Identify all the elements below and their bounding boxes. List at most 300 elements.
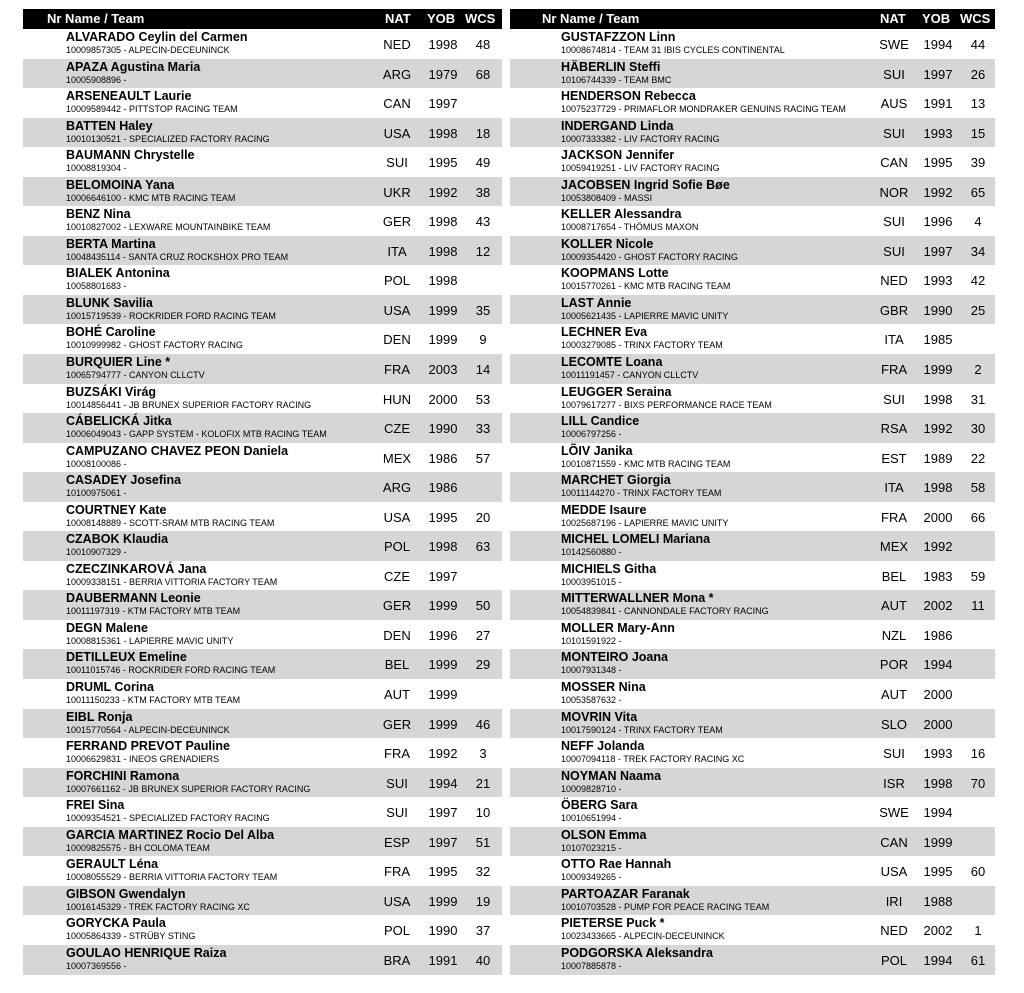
rider-id-team: 10014856441 - JB BRUNEX SUPERIOR FACTORY RACING [66,399,312,410]
rider-nation: AUT [384,687,410,703]
table-row [510,324,995,354]
rider-name: BUZSÁKI Virág [66,384,157,399]
table-row [510,147,995,177]
table-row [23,147,502,177]
table-row [510,413,995,443]
table-row [23,827,502,857]
table-row [23,886,502,916]
rider-year-of-birth: 1983 [923,568,953,584]
table-row [23,620,502,650]
table-row [510,295,995,325]
header-name: Nr Name / Team [47,11,145,26]
rider-id-team: 10142560880 - [561,547,622,558]
table-row [23,236,502,266]
rider-year-of-birth: 1995 [428,509,458,525]
rider-id-team: 10009589442 - PITTSTOP RACING TEAM [66,104,238,115]
rider-wcs-rank: 26 [970,66,986,82]
rider-id-team: 10007885878 - [561,960,622,971]
rider-nation: BEL [881,568,907,584]
rider-name: BURQUIER Line * [66,355,171,370]
rider-wcs-rank: 48 [475,37,491,52]
rider-id-team: 10015770261 - KMC MTB RACING TEAM [561,281,731,292]
rider-wcs-rank: 51 [475,834,491,850]
rider-name: GIBSON Gwendalyn [66,886,186,901]
rider-nation: CAN [880,155,908,171]
rider-name: KOOPMANS Lotte [561,266,669,281]
rider-id-team: 10007931348 - [561,665,622,676]
rider-year-of-birth: 1986 [428,450,458,466]
rider-nation: IRI [885,893,903,909]
rider-wcs-rank: 9 [479,332,487,348]
rider-wcs-rank: 68 [475,66,491,82]
rider-wcs-rank: 4 [974,214,982,230]
table-row [510,502,995,532]
rider-year-of-birth: 1998 [428,125,458,141]
table-row [510,531,995,561]
rider-name: MICHIELS Githa [561,561,657,576]
rider-year-of-birth: 1986 [428,480,458,496]
rider-year-of-birth: 1992 [428,184,458,200]
rider-id-team: 10009349265 - [561,872,622,883]
rider-id-team: 10008815361 - LAPIERRE MAVIC UNITY [66,635,234,646]
rider-year-of-birth: 1995 [923,155,953,171]
rider-name: MONTEIRO Joana [561,650,668,665]
rider-id-team: 10008148889 - SCOTT-SRAM MTB RACING TEAM [66,517,275,528]
rider-name: MICHEL LOMELI Mariana [561,532,711,547]
rider-year-of-birth: 1998 [428,214,458,230]
rider-year-of-birth: 1999 [428,302,458,318]
rider-year-of-birth: 1997 [428,96,458,112]
rider-name: CZABOK Klaudia [66,532,169,547]
table-row [23,324,502,354]
rider-name: KELLER Alessandra [561,207,682,222]
table-row [23,738,502,768]
rider-id-team: 10005908896 - [66,74,127,85]
rider-wcs-rank: 57 [475,450,491,466]
rider-nation: NED [880,923,908,939]
rider-year-of-birth: 1995 [923,864,953,880]
rider-id-team: 10016145329 - TREK FACTORY RACING XC [66,901,250,912]
rider-nation: SUI [883,66,905,82]
rider-name: DETILLEUX Emeline [66,650,187,665]
table-row [510,354,995,384]
rider-id-team: 10010703528 - PUMP FOR PEACE RACING TEAM [561,901,770,912]
table-header [510,9,995,29]
table-row [23,797,502,827]
rider-nation: USA [383,125,411,141]
rider-name: DAUBERMANN Leonie [66,591,201,606]
rider-id-team: 10100975061 - [66,488,127,499]
table-row [23,945,502,975]
rider-nation: USA [383,509,411,525]
rider-year-of-birth: 1999 [923,834,953,850]
header-wcs: WCS [465,11,496,26]
rider-id-team: 10003279085 - TRINX FACTORY TEAM [561,340,723,351]
rider-nation: DEN [383,627,411,643]
rider-year-of-birth: 1999 [428,716,458,732]
rider-id-team: 10015719539 - ROCKRIDER FORD RACING TEAM [66,310,276,321]
rider-name: MOVRIN Vita [561,709,638,724]
rider-wcs-rank: 10 [475,805,491,821]
table-row [510,29,995,59]
table-row [23,118,502,148]
rider-wcs-rank: 1 [974,923,982,939]
table-row [23,177,502,207]
rider-id-team: 10059419251 - LIV FACTORY RACING [561,163,720,174]
table-row [23,561,502,591]
table-row [23,384,502,414]
rider-id-team: 10006797256 - [561,429,622,440]
rider-name: GARCIA MARTINEZ Rocio Del Alba [66,827,275,842]
rider-id-team: 10079617277 - BIXS PERFORMANCE RACE TEAM [561,399,772,410]
table-row [510,649,995,679]
header-yob: YOB [922,11,951,26]
rider-nation: ESP [383,834,410,850]
rider-year-of-birth: 1998 [428,37,458,52]
rider-name: LECHNER Eva [561,325,648,340]
rider-id-team: 10053587632 - [561,695,622,706]
rider-id-team: 10075237729 - PRIMAFLOR MONDRAKER GENUINS RACING TEAM [561,104,846,115]
rider-nation: SUI [386,775,408,791]
header-name: Nr Name / Team [542,11,640,26]
rider-nation: NZL [881,627,907,643]
rider-name: GERAULT Léna [66,857,159,872]
rider-id-team: 10101591922 - [561,635,622,646]
rider-nation: UKR [383,184,411,200]
rider-id-team: 10008055529 - BERRIA VITTORIA FACTORY TEAM [66,872,278,883]
rider-wcs-rank: 63 [475,539,491,555]
table-row [510,561,995,591]
rider-nation: SUI [386,155,408,171]
rider-nation: SUI [386,805,408,821]
rider-id-team: 10053808409 - MASSI [561,192,653,203]
rider-list-right [510,9,995,975]
rider-nation: NED [383,37,411,52]
rider-name: KOLLER Nicole [561,236,654,251]
table-row [23,856,502,886]
table-row [23,768,502,798]
rider-year-of-birth: 1995 [428,864,458,880]
table-row [510,797,995,827]
rider-year-of-birth: 1990 [428,421,458,437]
rider-name: PODGORSKA Aleksandra [561,945,713,960]
table-row [510,265,995,295]
rider-year-of-birth: 1988 [923,893,953,909]
rider-nation: FRA [384,362,410,378]
rider-wcs-rank: 22 [970,450,986,466]
rider-wcs-rank: 13 [970,96,986,112]
rider-nation: SUI [883,391,905,407]
rider-nation: NED [880,273,908,289]
rider-nation: GER [382,716,412,732]
rider-year-of-birth: 1994 [428,775,458,791]
rider-year-of-birth: 1998 [923,391,953,407]
rider-nation: AUT [881,687,907,703]
table-row [510,738,995,768]
rider-wcs-rank: 2 [974,362,982,378]
rider-id-team: 10008100086 - [66,458,127,469]
rider-nation: GBR [879,302,909,318]
rider-year-of-birth: 1999 [428,657,458,673]
table-row [23,443,502,473]
rider-id-team: 10006646100 - KMC MTB RACING TEAM [66,192,236,203]
rider-id-team: 10048435114 - SANTA CRUZ ROCKSHOX PRO TEAM [66,251,289,262]
rider-nation: BRA [383,952,411,968]
rider-name: DRUML Corina [66,680,154,695]
rider-nation: SUI [883,125,905,141]
rider-year-of-birth: 1986 [923,627,953,643]
rider-nation: FRA [384,746,410,762]
rider-name: GOULAO HENRIQUE Raiza [66,945,227,960]
header-wcs: WCS [960,11,991,26]
rider-wcs-rank: 14 [475,362,491,378]
rider-id-team: 10008674814 - TEAM 31 IBIS CYCLES CONTINENTAL [561,45,785,55]
table-header [23,9,502,29]
table-row [510,206,995,236]
rider-wcs-rank: 38 [475,184,491,200]
rider-name: BERTA Martina [66,236,156,251]
rider-id-team: 10011191457 - CANYON CLLCTV [561,370,699,381]
rider-wcs-rank: 70 [970,775,986,791]
rider-wcs-rank: 31 [970,391,986,407]
rider-nation: POL [383,539,410,555]
rider-year-of-birth: 1997 [428,834,458,850]
rider-name: MOSSER Nina [561,680,646,695]
rider-year-of-birth: 2000 [923,509,953,525]
rider-nation: AUT [881,598,907,614]
rider-nation: ITA [884,480,904,496]
rider-name: MOLLER Mary-Ann [561,620,675,635]
rider-name: CAMPUZANO CHAVEZ PEON Daniela [66,443,289,458]
rider-nation: SWE [879,805,909,821]
table-row [510,384,995,414]
rider-year-of-birth: 2000 [923,716,953,732]
rider-nation: USA [880,864,908,880]
rider-id-team: 10010907329 - [66,547,127,558]
rider-name: PIETERSE Puck * [561,916,665,931]
rider-name: LILL Candice [561,414,640,429]
table-row [23,295,502,325]
rider-name: EIBL Ronja [66,709,133,724]
rider-wcs-rank: 50 [475,598,491,614]
rider-name: CZECZINKAROVÁ Jana [66,561,207,576]
rider-year-of-birth: 1989 [923,450,953,466]
rider-name: NEFF Jolanda [561,739,645,754]
table-row [23,354,502,384]
rider-nation: POL [383,273,410,289]
rider-wcs-rank: 30 [970,421,986,437]
table-row [23,29,502,59]
rider-name: BELOMOINA Yana [66,177,175,192]
rider-year-of-birth: 1998 [923,480,953,496]
rider-name: HÄBERLIN Steffi [561,59,661,74]
rider-year-of-birth: 1997 [923,243,953,259]
rider-nation: CZE [384,421,410,437]
rider-year-of-birth: 1990 [428,923,458,939]
rider-name: BATTEN Haley [66,118,153,133]
rider-nation: SUI [883,243,905,259]
rider-wcs-rank: 20 [475,509,491,525]
rider-nation: ITA [387,243,407,259]
table-row [23,206,502,236]
rider-wcs-rank: 18 [475,125,491,141]
rider-year-of-birth: 2003 [428,362,458,378]
table-row [510,118,995,148]
rider-name: ARSENEAULT Laurie [66,89,192,104]
rider-name: PARTOAZAR Faranak [561,886,690,901]
rider-nation: POL [383,923,410,939]
rider-id-team: 10010999982 - GHOST FACTORY RACING [66,340,243,351]
rider-name: ALVARADO Ceylin del Carmen [66,30,248,44]
rider-nation: CZE [384,568,410,584]
table-row [23,709,502,739]
rider-year-of-birth: 1990 [923,302,953,318]
table-row [510,768,995,798]
rider-name: MITTERWALLNER Mona * [561,591,714,606]
rider-id-team: 10007369556 - [66,960,127,971]
rider-nation: CAN [880,834,908,850]
rider-year-of-birth: 1993 [923,273,953,289]
rider-nation: MEX [382,450,412,466]
rider-nation: BEL [384,657,410,673]
rider-year-of-birth: 1999 [428,687,458,703]
rider-nation: NOR [879,184,909,200]
rider-name: LECOMTE Loana [561,355,663,370]
rider-wcs-rank: 11 [971,598,985,614]
rider-id-team: 10003951015 - [561,576,622,587]
rider-wcs-rank: 53 [475,391,491,407]
table-row [510,443,995,473]
rider-year-of-birth: 1996 [923,214,953,230]
rider-year-of-birth: 2002 [923,598,953,614]
rider-nation: SUI [883,746,905,762]
rider-id-team: 10006629831 - INEOS GRENADIERS [66,754,220,765]
table-row [510,915,995,945]
rider-wcs-rank: 34 [970,243,986,259]
rider-name: LAST Annie [561,295,632,310]
rider-id-team: 10106744339 - TEAM BMC [561,74,672,85]
rider-year-of-birth: 1998 [428,243,458,259]
rider-name: COURTNEY Kate [66,502,167,517]
rider-name: BIALEK Antonina [66,266,170,281]
rider-list-left [23,9,502,975]
rider-name: OLSON Emma [561,827,647,842]
rider-id-team: 10005621435 - LAPIERRE MAVIC UNITY [561,310,729,321]
rider-nation: RSA [880,421,908,437]
table-row [23,915,502,945]
rider-year-of-birth: 1993 [923,746,953,762]
rider-name: FERRAND PREVOT Pauline [66,739,230,754]
rider-year-of-birth: 1992 [428,746,458,762]
rider-name: BAUMANN Chrystelle [66,148,195,163]
rider-year-of-birth: 2002 [923,923,953,939]
rider-wcs-rank: 33 [475,421,491,437]
table-row [23,531,502,561]
rider-wcs-rank: 39 [970,155,986,171]
rider-year-of-birth: 1991 [923,96,953,112]
rider-year-of-birth: 1999 [428,598,458,614]
rider-id-team: 10007661162 - JB BRUNEX SUPERIOR FACTORY RACING [66,783,311,794]
rider-year-of-birth: 1999 [428,332,458,348]
rider-year-of-birth: 2000 [923,687,953,703]
rider-year-of-birth: 1994 [923,952,953,968]
table-row [510,620,995,650]
rider-year-of-birth: 1994 [923,805,953,821]
rider-year-of-birth: 1994 [923,657,953,673]
rider-nation: CAN [383,96,411,112]
table-row [510,472,995,502]
rider-wcs-rank: 59 [970,568,986,584]
rider-name: LEUGGER Seraina [561,384,672,399]
rider-wcs-rank: 43 [475,214,491,230]
table-row [23,502,502,532]
rider-id-team: 10023433665 - ALPECIN-DECEUNINCK [561,931,725,942]
rider-nation: DEN [383,332,411,348]
rider-nation: SLO [880,716,907,732]
rider-nation: HUN [382,391,412,407]
rider-year-of-birth: 1996 [428,627,458,643]
rider-id-team: 10054839841 - CANNONDALE FACTORY RACING [561,606,769,617]
rider-wcs-rank: 32 [475,864,491,880]
rider-wcs-rank: 19 [475,893,491,909]
rider-name: DEGN Malene [66,620,148,635]
rider-year-of-birth: 1995 [428,155,458,171]
rider-wcs-rank: 3 [479,746,487,762]
rider-year-of-birth: 2000 [428,391,458,407]
table-row [510,945,995,975]
rider-id-team: 10008717654 - THÖMUS MAXON [561,222,699,233]
rider-id-team: 10009825575 - BH COLOMA TEAM [66,842,210,853]
rider-nation: SUI [883,214,905,230]
rider-year-of-birth: 1997 [428,805,458,821]
table-row [23,649,502,679]
rider-year-of-birth: 1998 [923,775,953,791]
rider-name: JACOBSEN Ingrid Sofie Bøe [561,177,730,192]
rider-year-of-birth: 1992 [923,184,953,200]
header-nat: NAT [385,11,411,26]
rider-wcs-rank: 44 [970,37,986,52]
rider-nation: ISR [883,775,905,791]
rider-id-team: 10009828710 - [561,783,622,794]
rider-year-of-birth: 1992 [923,539,953,555]
rider-name: INDERGAND Linda [561,118,674,133]
rider-wcs-rank: 46 [475,716,491,732]
rider-nation: EST [881,450,907,466]
rider-nation: POL [880,952,907,968]
rider-name: BLUNK Savilia [66,295,153,310]
table-row [510,590,995,620]
header-yob: YOB [427,11,456,26]
rider-id-team: 10011144270 - TRINX FACTORY TEAM [561,488,722,499]
rider-year-of-birth: 1997 [923,66,953,82]
rider-year-of-birth: 1998 [428,539,458,555]
rider-nation: FRA [384,864,410,880]
rider-wcs-rank: 60 [970,864,986,880]
rider-id-team: 10008819304 - [66,163,127,174]
rider-name: JACKSON Jennifer [561,148,675,163]
rider-wcs-rank: 25 [970,302,986,318]
rider-nation: USA [383,302,411,318]
rider-name: ÖBERG Sara [561,798,638,813]
rider-nation: ITA [884,332,904,348]
rider-year-of-birth: 1992 [923,421,953,437]
rider-wcs-rank: 27 [475,627,491,643]
rider-name: MARCHET Giorgia [561,473,671,488]
rider-nation: ARG [382,66,412,82]
rider-nation: USA [383,893,411,909]
rider-nation: GER [382,598,412,614]
rider-id-team: 10107023215 - [561,842,622,853]
